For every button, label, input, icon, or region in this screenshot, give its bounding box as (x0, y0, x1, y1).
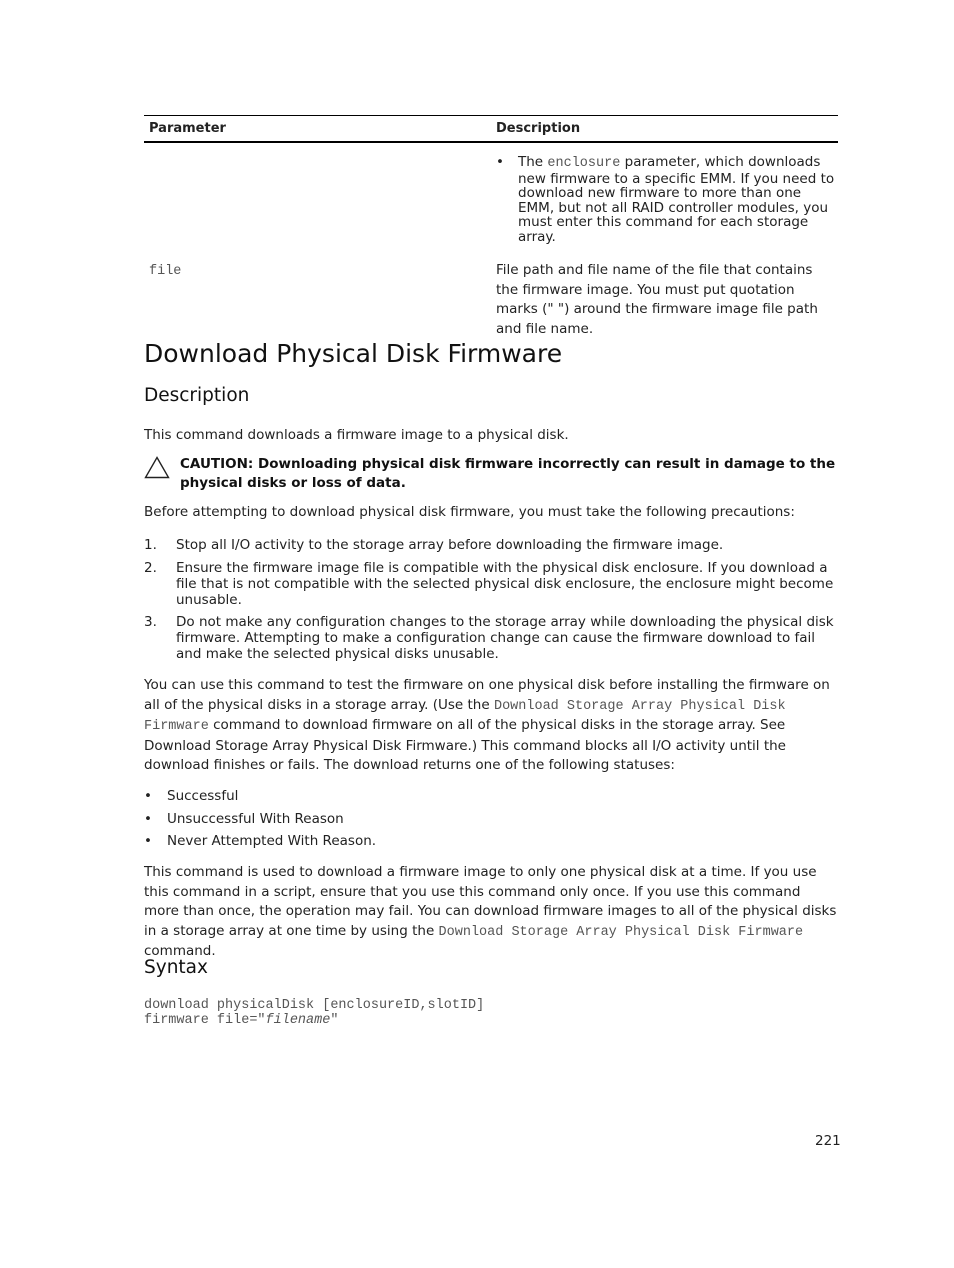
table-header-row (144, 115, 838, 143)
bullet-icon: • (144, 811, 152, 827)
bullet-icon: • (496, 154, 504, 170)
bullet-icon: • (144, 788, 152, 804)
filename-variable: filename (265, 1013, 331, 1028)
header-parameter: Parameter (149, 121, 226, 136)
description-heading: Description (144, 385, 250, 406)
syntax-code-block: download physicalDisk [enclosureID,slotID] firmware file="filename" (144, 998, 485, 1028)
single-disk-paragraph: This command is used to download a firmware image to only one physical disk at a time. If you use this command in a script, ensure that you use this command only once. If you use this command more than once, the operation may fail. You can download firmware images to all of the physical disks in a storage array at one time by using the Download Storage Array Physical Disk Firmware command. (144, 864, 837, 959)
header-description: Description (496, 121, 581, 136)
inline-command-code: Download Storage Array Physical Disk Firmware (438, 924, 804, 940)
section-title: Download Physical Disk Firmware (144, 339, 563, 368)
precautions-intro: Before attempting to download physical disk firmware, you must take the following precautions: (144, 504, 795, 520)
bullet-icon: • (144, 833, 152, 849)
enclosure-code: enclosure (547, 156, 621, 171)
caution-triangle-icon (144, 456, 170, 479)
parameter-table: Parameter Description • The enclosure parameter, which downloads new firmware to a specific EMM. If you need to download new firmware to more than one EMM, but not all RAID controller modules, you must enter this command for each storage array. file File path and file name of the file that contains the firmware image. You must put quotation marks (" ") around the firmware image file path and file name. (144, 115, 838, 143)
inline-command-code: Download Storage Array Physical Disk Firmware (144, 698, 786, 734)
page-number: 221 (815, 1133, 841, 1149)
syntax-heading: Syntax (144, 957, 208, 978)
file-parameter: file (149, 264, 182, 279)
intro-text: This command downloads a firmware image to a physical disk. (144, 427, 569, 443)
caution-text: CAUTION: Downloading physical disk firmware incorrectly can result in damage to the physical disks or loss of data. (180, 456, 836, 491)
file-description: File path and file name of the file that contains the firmware image. You must put quotation marks (" ") around the firmware image file path and file name. (496, 262, 818, 337)
test-firmware-paragraph: You can use this command to test the firmware on one physical disk before installing the firmware on all of the physical disks in a storage array. (Use the Download Storage Array Physical Disk Firmware command to download firmware on all of the physical disks in the storage array. See Download Storage Array Physical Disk Firmware.) This command blocks all I/O activity until the download finishes or fails. The download returns one of the following statuses: (144, 677, 830, 773)
